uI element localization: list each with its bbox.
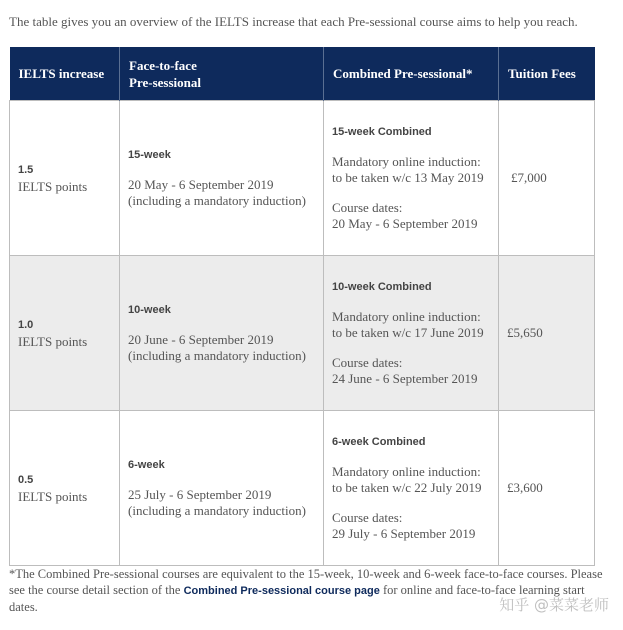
face-to-face-cell [120,411,324,566]
f2f-course-dates: 25 July - 6 September 2019 [128,487,272,502]
f2f-course-note: (including a mandatory induction) [128,503,306,518]
ielts-points-value: 0.5 [18,473,34,486]
footnote-text-part2: for online and face-to-face learning start dates. [9,583,585,614]
combined-dates-label: Course dates: [332,510,403,525]
combined-dates: 29 July - 6 September 2019 [332,526,476,541]
combined-dates: 24 June - 6 September 2019 [332,371,478,386]
combined-induction-line1: Mandatory online induction: [332,154,481,169]
f2f-course-dates: 20 June - 6 September 2019 [128,332,274,347]
header-face-to-face-line2: Pre-sessional [129,74,201,90]
combined-course-title: 6-week Combined [332,436,426,448]
ielts-points-cell [10,411,120,566]
tuition-fee-cell [499,101,595,256]
combined-course-page-link[interactable]: Combined Pre-sessional course page [183,585,380,597]
face-to-face-cell [120,101,324,256]
tuition-fee-cell [499,411,595,566]
ielts-points-cell [10,101,120,256]
ielts-points-label: IELTS points [18,488,88,504]
header-combined: Combined Pre-sessional* [324,47,499,101]
ielts-points-value: 1.5 [18,163,34,176]
ielts-points-cell [10,256,120,411]
tuition-fee-cell [499,256,595,411]
combined-cell [324,101,499,256]
ielts-points-label: IELTS points [18,333,88,349]
combined-induction-line2: to be taken w/c 13 May 2019 [332,170,484,185]
header-tuition-fees: Tuition Fees [499,47,595,101]
ielts-points-value: 1.0 [18,318,34,331]
combined-induction-line1: Mandatory online induction: [332,309,481,324]
footnote-text-part1: *The Combined Pre-sessional courses are equivalent to the 15-week, 10-week and 6-week face-to-face courses. Please see the course detail section of the [9,567,603,597]
table-header-row [10,47,595,101]
tuition-fee-value: £7,000 [511,170,547,185]
header-face-to-face [120,47,324,101]
combined-induction-line2: to be taken w/c 17 June 2019 [332,325,484,340]
combined-dates-label: Course dates: [332,200,403,215]
combined-course-title: 15-week Combined [332,126,432,138]
f2f-course-title: 15-week [128,149,171,161]
tuition-fee-value: £5,650 [507,325,543,340]
combined-course-title: 10-week Combined [332,281,432,293]
f2f-course-title: 10-week [128,304,171,316]
f2f-course-dates: 20 May - 6 September 2019 [128,177,274,192]
table-row [10,411,595,566]
f2f-course-note: (including a mandatory induction) [128,193,306,208]
course-fees-table [9,47,595,566]
table-row [10,256,595,411]
combined-dates-label: Course dates: [332,355,403,370]
intro-text: The table gives you an overview of the IELTS increase that each Pre-sessional course aims to help you reach. [9,14,578,29]
watermark: 知乎 @菜菜老师 [499,596,609,614]
combined-cell [324,411,499,566]
combined-induction-line2: to be taken w/c 22 July 2019 [332,480,482,495]
combined-cell [324,256,499,411]
combined-dates: 20 May - 6 September 2019 [332,216,478,231]
header-ielts-increase: IELTS increase [10,47,120,101]
face-to-face-cell [120,256,324,411]
header-face-to-face-line1: Face-to-face [129,57,197,73]
tuition-fee-value: £3,600 [507,480,543,495]
ielts-points-label: IELTS points [18,178,88,194]
combined-induction-line1: Mandatory online induction: [332,464,481,479]
f2f-course-note: (including a mandatory induction) [128,348,306,363]
f2f-course-title: 6-week [128,459,165,471]
table-row [10,101,595,256]
